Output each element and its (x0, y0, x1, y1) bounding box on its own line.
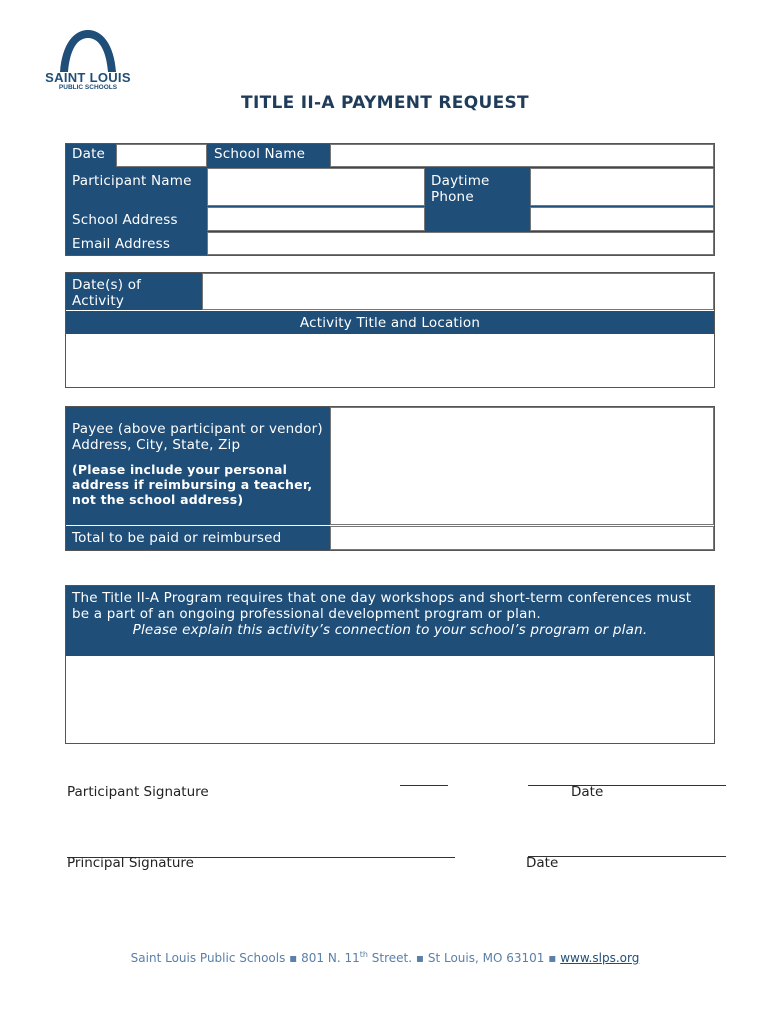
date-label: Date (66, 144, 116, 167)
activity-title-header: Activity Title and Location (66, 311, 714, 334)
footer-street-number: 801 N. 11 (301, 951, 360, 965)
logo-subtitle: PUBLIC SCHOOLS (58, 84, 118, 91)
dates-of-activity-label: Date(s) of Activity (66, 273, 202, 310)
school-name-field[interactable] (330, 144, 714, 167)
footer-street-sup: th (359, 950, 368, 959)
footer-org: Saint Louis Public Schools (130, 951, 286, 965)
school-address-field-2[interactable] (530, 207, 714, 231)
footer-separator: ▪ (289, 951, 298, 965)
email-address-label: Email Address (66, 232, 207, 255)
footer-separator: ▪ (415, 951, 425, 965)
participant-date-line[interactable] (528, 785, 726, 786)
participant-date-label: Date (571, 784, 604, 800)
principal-date-label: Date (526, 855, 559, 871)
payee-label-line1: Payee (above participant or vendor) (72, 421, 323, 437)
footer-website-link[interactable]: www.slps.org (560, 951, 640, 965)
participant-signature-label: Participant Signature (67, 784, 209, 800)
logo (38, 26, 138, 92)
logo-name: SAINT LOUIS (45, 70, 131, 85)
program-requirement-text: The Title II-A Program requires that one day workshops and short-term conferences must be a part of an ongoing professional development program or plan. (72, 590, 692, 622)
page-title: TITLE II-A PAYMENT REQUEST (241, 93, 529, 113)
program-requirement-header (66, 586, 714, 656)
total-field[interactable] (330, 526, 714, 550)
payee-note: (Please include your personal address if reimbursing a teacher, not the school address) (72, 462, 313, 507)
payee-label-line2: Address, City, State, Zip (72, 437, 241, 453)
participant-signature-line[interactable] (400, 785, 448, 786)
footer-separator: ▪ (548, 951, 557, 965)
footer-street (301, 951, 412, 965)
school-name-label: School Name (207, 144, 330, 167)
footer (0, 950, 770, 965)
email-address-field[interactable] (207, 232, 714, 255)
arch-logo-icon (38, 26, 138, 74)
school-address-label: School Address (66, 207, 207, 231)
dates-of-activity-field[interactable] (202, 273, 714, 310)
daytime-phone-field[interactable] (530, 168, 714, 206)
principal-signature-label: Principal Signature (67, 855, 194, 871)
activity-title-field[interactable] (66, 335, 714, 387)
total-label: Total to be paid or reimbursed (66, 526, 330, 550)
footer-street-suffix: Street. (367, 951, 413, 965)
payee-field[interactable] (330, 407, 714, 525)
participant-name-label: Participant Name (66, 168, 207, 206)
footer-city: St Louis, MO 63101 (427, 951, 545, 965)
date-field[interactable] (116, 144, 207, 167)
program-connection-field[interactable] (66, 657, 714, 743)
program-explain-text: Please explain this activity’s connection to your school’s program or plan. (132, 622, 648, 638)
payee-label (66, 407, 330, 525)
daytime-phone-label: Daytime Phone (425, 168, 530, 206)
school-address-spacer (425, 207, 530, 231)
school-address-field[interactable] (207, 207, 425, 231)
participant-name-field[interactable] (207, 168, 425, 206)
